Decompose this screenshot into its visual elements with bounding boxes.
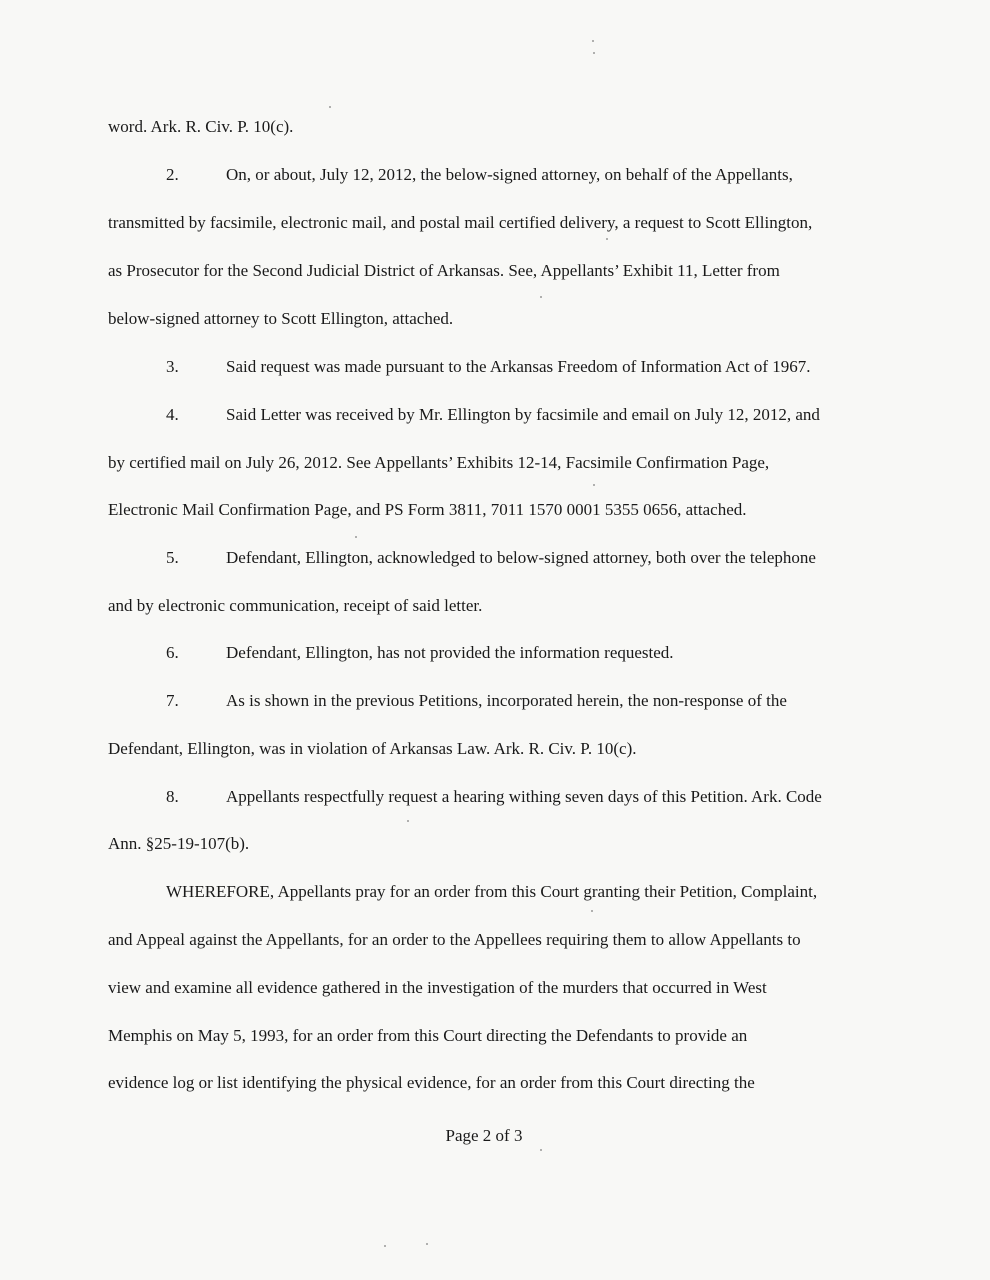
text-line: Defendant, Ellington, has not provided the information requested.	[226, 643, 674, 662]
text-line: Appellants respectfully request a hearing withing seven days of this Petition. Ark. Code	[226, 787, 822, 806]
text-line: Said request was made pursuant to the Arkansas Freedom of Information Act of 1967.	[226, 357, 811, 376]
scan-speck	[329, 106, 331, 108]
text-line: Said Letter was received by Mr. Ellington by facsimile and email on July 12, 2012, and	[226, 405, 820, 424]
scan-speck	[384, 1245, 386, 1247]
text-line: view and examine all evidence gathered in the investigation of the murders that occurred in West	[108, 978, 767, 997]
paragraph-number: 8.	[166, 787, 179, 806]
text-line: On, or about, July 12, 2012, the below-signed attorney, on behalf of the Appellants,	[226, 165, 793, 184]
text-line: and by electronic communication, receipt of said letter.	[108, 596, 483, 615]
scan-speck	[593, 484, 595, 486]
paragraph-number: 6.	[166, 643, 179, 662]
text-line: Defendant, Ellington, was in violation of Arkansas Law. Ark. R. Civ. P. 10(c).	[108, 739, 637, 758]
page-number: Page 2 of 3	[445, 1126, 523, 1145]
text-line: transmitted by facsimile, electronic mail, and postal mail certified delivery, a request to Scott Ellington,	[108, 213, 813, 232]
scan-speck	[407, 820, 409, 822]
scan-speck	[426, 1243, 428, 1245]
scan-speck	[591, 910, 593, 912]
text-line: WHEREFORE, Appellants pray for an order from this Court granting their Petition, Complaint,	[166, 882, 818, 901]
text-line: Memphis on May 5, 1993, for an order from this Court directing the Defendants to provide an	[108, 1026, 748, 1045]
scan-speck	[606, 238, 608, 240]
text-line: word. Ark. R. Civ. P. 10(c).	[108, 117, 294, 136]
text-line: Electronic Mail Confirmation Page, and PS Form 3811, 7011 1570 0001 5355 0656, attached.	[108, 500, 747, 519]
paragraph-number: 2.	[166, 165, 179, 184]
paragraph-number: 5.	[166, 548, 179, 567]
text-line: by certified mail on July 26, 2012. See Appellants’ Exhibits 12-14, Facsimile Confirmation Page,	[108, 453, 770, 472]
text-line: As is shown in the previous Petitions, incorporated herein, the non-response of the	[226, 691, 787, 710]
text-line: evidence log or list identifying the physical evidence, for an order from this Court directing the	[108, 1073, 755, 1092]
scan-speck	[593, 52, 595, 54]
scan-speck	[540, 1149, 542, 1151]
text-line: and Appeal against the Appellants, for an order to the Appellees requiring them to allow Appellants to	[108, 930, 801, 949]
scan-speck	[355, 536, 357, 538]
text-line: below-signed attorney to Scott Ellington, attached.	[108, 309, 454, 328]
scan-speck	[592, 40, 594, 42]
paragraph-number: 4.	[166, 405, 179, 424]
scan-speck	[540, 296, 542, 298]
text-line: as Prosecutor for the Second Judicial District of Arkansas. See, Appellants’ Exhibit 11, Letter from	[108, 261, 780, 280]
paragraph-number: 3.	[166, 357, 179, 376]
text-line: Defendant, Ellington, acknowledged to below-signed attorney, both over the telephone	[226, 548, 816, 567]
text-line: Ann. §25-19-107(b).	[108, 834, 250, 853]
paragraph-number: 7.	[166, 691, 179, 710]
